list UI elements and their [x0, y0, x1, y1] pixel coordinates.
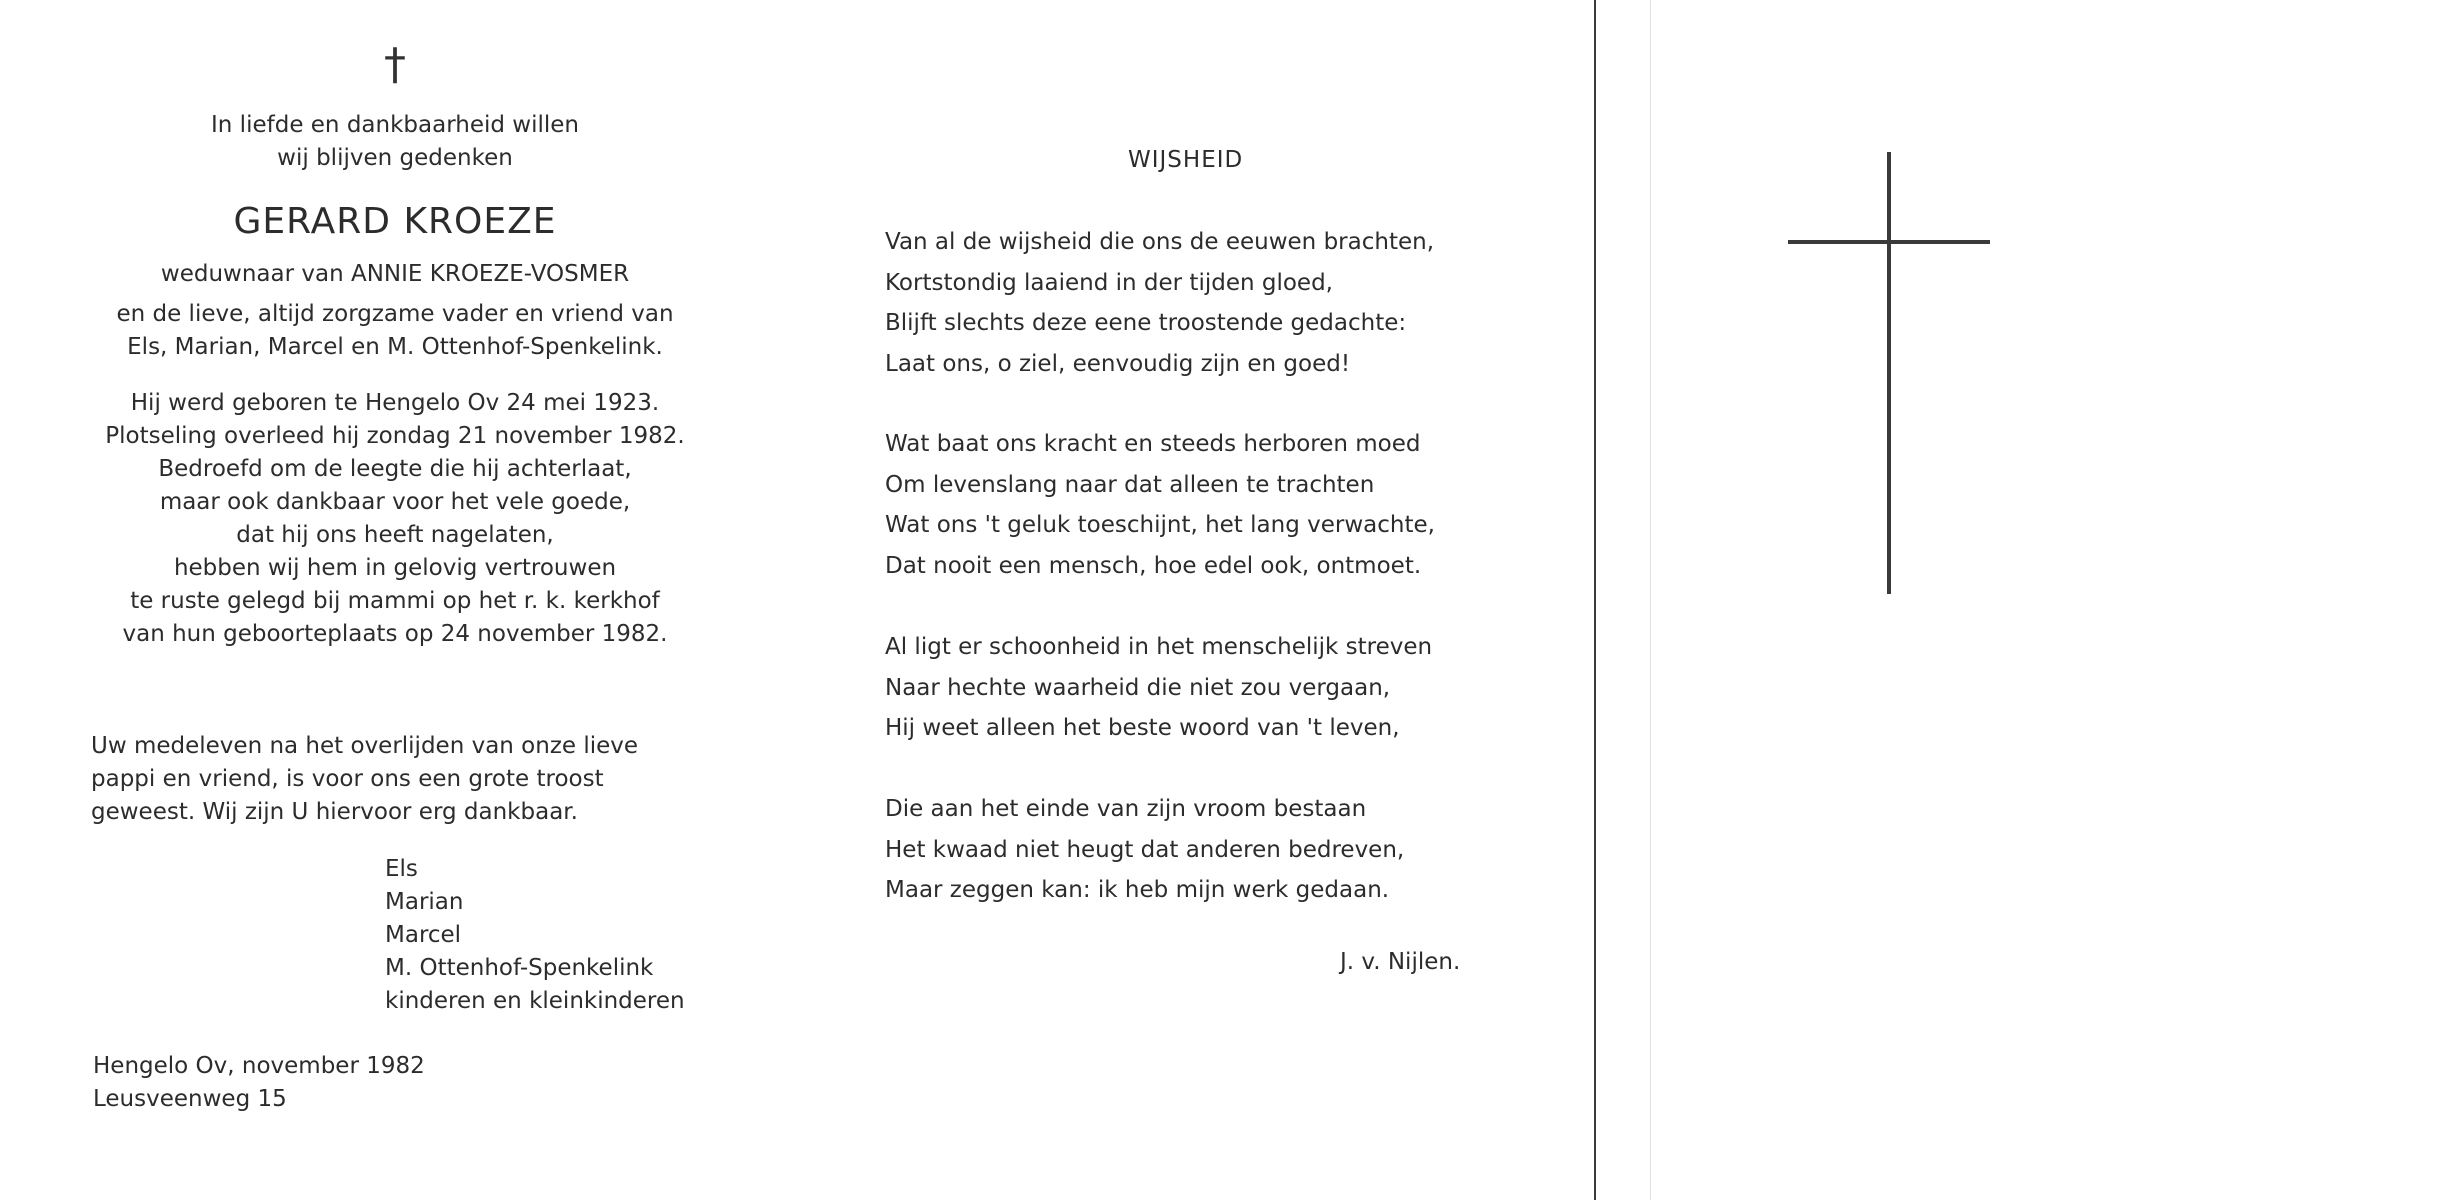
bio-line: Bedroefd om de leegte die hij achterlaat,: [158, 456, 632, 482]
latin-cross-icon: [1788, 152, 1990, 594]
poem-stanza: [885, 424, 1435, 586]
biography: [85, 387, 705, 651]
deceased-name: GERARD KROEZE: [233, 201, 557, 242]
poem-line: Om levenslang naar dat alleen te trachten: [885, 471, 1375, 498]
bio-line: te ruste gelegd bij mammi op het r. k. kerkhof: [130, 588, 660, 614]
dagger-cross-icon: †: [384, 39, 406, 90]
intro-line: In liefde en dankbaarheid willen: [211, 112, 579, 138]
signer: M. Ottenhof-Spenkelink: [385, 955, 654, 981]
poem-line: Maar zeggen kan: ik heb mijn werk gedaan.: [885, 877, 1390, 903]
signer: Marian: [385, 889, 464, 915]
signers-list: [385, 853, 685, 1018]
poem-line: Dat nooit een mensch, hoe edel ook, ontmoet.: [885, 552, 1422, 579]
thanks-line: geweest. Wij zijn U hiervoor erg dankbaar.: [91, 799, 578, 825]
cross-horizontal-bar: [1788, 240, 1990, 244]
cross-vertical-bar: [1887, 152, 1891, 594]
poem-title: WIJSHEID: [1128, 147, 1244, 173]
poem-stanza: [885, 627, 1432, 749]
fold-line: [1594, 0, 1596, 1200]
poem-stanza: [885, 789, 1404, 911]
fold-line-faint: [1650, 0, 1651, 1200]
poem-line: Al ligt er schoonheid in het menschelijk streven: [885, 634, 1433, 660]
family-line: en de lieve, altijd zorgzame vader en vriend van: [116, 301, 674, 327]
intro-text: [85, 109, 705, 175]
bio-line: Hij werd geboren te Hengelo Ov 24 mei 1923.: [130, 390, 660, 416]
thanks-paragraph: [91, 730, 703, 829]
poem-line: Kortstondig laaiend in der tijden gloed,: [885, 269, 1333, 296]
poem-line: Het kwaad niet heugt dat anderen bedreven,: [885, 836, 1405, 863]
signer: Marcel: [385, 922, 462, 948]
address-line: Leusveenweg 15: [93, 1086, 287, 1112]
poem-author: J. v. Nijlen.: [1340, 949, 1461, 975]
bio-line: van hun geboorteplaats op 24 november 1982.: [122, 621, 668, 647]
bio-line: dat hij ons heeft nagelaten,: [236, 522, 554, 548]
intro-line: wij blijven gedenken: [277, 145, 513, 171]
signer: kinderen en kleinkinderen: [385, 988, 685, 1014]
thanks-line: pappi en vriend, is voor ons een grote troost: [91, 766, 604, 792]
family-line: Els, Marian, Marcel en M. Ottenhof-Spenkelink.: [127, 334, 663, 360]
poem-line: Van al de wijsheid die ons de eeuwen brachten,: [885, 229, 1435, 255]
address-line: Hengelo Ov, november 1982: [93, 1053, 425, 1079]
family-text: [85, 298, 705, 364]
bio-line: maar ook dankbaar voor het vele goede,: [159, 489, 631, 515]
poem-line: Blijft slechts deze eene troostende gedachte:: [885, 310, 1407, 336]
bio-line: hebben wij hem in gelovig vertrouwen: [173, 555, 617, 581]
poem-line: Laat ons, o ziel, eenvoudig zijn en goed!: [885, 350, 1351, 377]
poem-line: Wat baat ons kracht en steeds herboren moed: [885, 431, 1421, 457]
poem-line: Die aan het einde van zijn vroom bestaan: [885, 796, 1367, 822]
thanks-line: Uw medeleven na het overlijden van onze lieve: [91, 733, 639, 759]
poem-line: Naar hechte waarheid die niet zou vergaan,: [885, 674, 1391, 701]
address-block: [93, 1050, 425, 1116]
poem-line: Hij weet alleen het beste woord van 't leven,: [885, 715, 1400, 741]
poem-line: Wat ons 't geluk toeschijnt, het lang verwachte,: [885, 512, 1435, 538]
widower-line: weduwnaar van ANNIE KROEZE-VOSMER: [160, 261, 630, 287]
bio-line: Plotseling overleed hij zondag 21 november 1982.: [105, 423, 685, 449]
signer: Els: [385, 856, 418, 882]
poem-stanza: [885, 222, 1434, 384]
